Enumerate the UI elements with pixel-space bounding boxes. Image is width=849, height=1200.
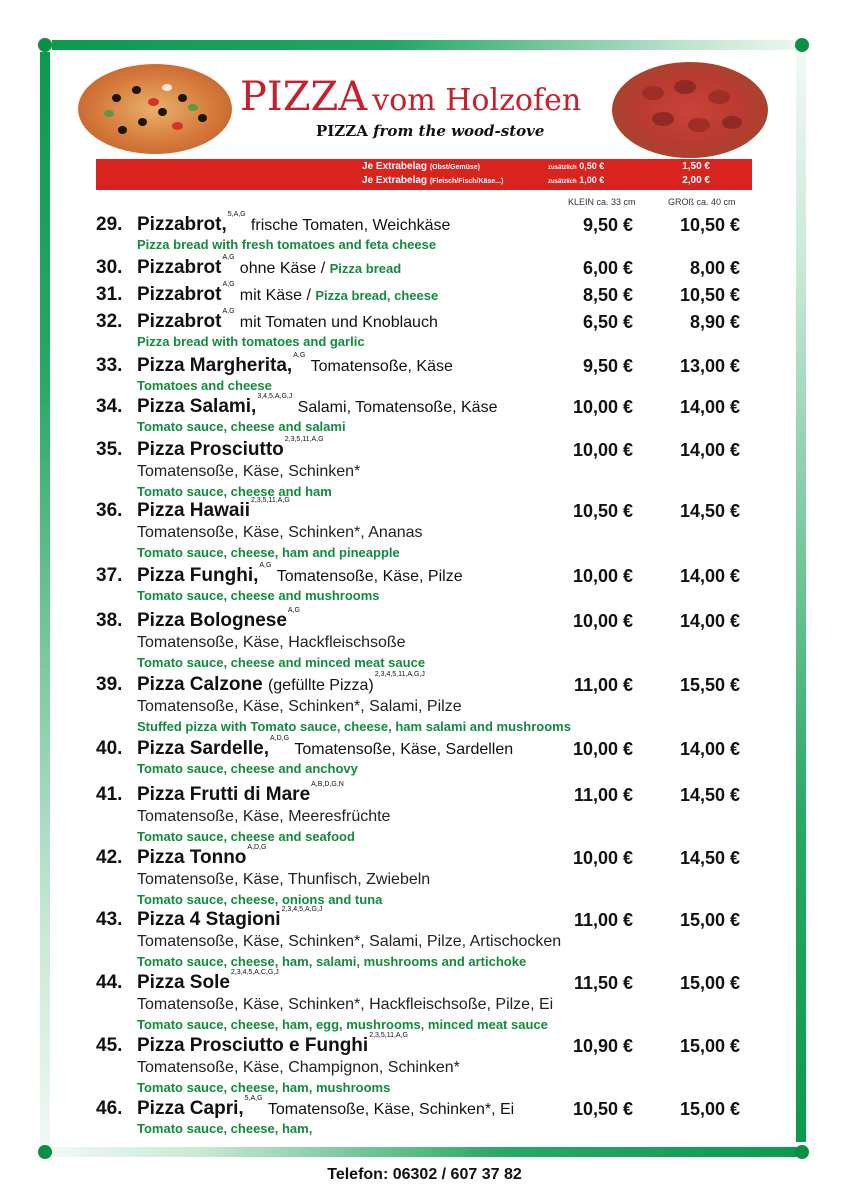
item-number: 31.: [96, 284, 123, 305]
item-name-line: [137, 844, 267, 869]
price-large: 15,50 €: [679, 675, 740, 695]
item-name-line: [137, 906, 323, 931]
item-description: Tomatensoße, Käse, Schinken*: [137, 463, 361, 480]
item-english: Stuffed pizza with Tomato sauce, cheese, ham salami and mushrooms: [137, 719, 571, 734]
price-large: 13,00 €: [679, 356, 740, 376]
extras-label: Je Extrabelag: [362, 161, 428, 172]
item-allergens: A,G: [287, 607, 300, 614]
item-english: Pizza bread, cheese: [315, 288, 439, 303]
item-number: 46.: [96, 1098, 123, 1119]
price-small: 10,90 €: [572, 1036, 633, 1056]
item-name: Pizza Bolognese: [137, 610, 287, 631]
item-name: Pizza Funghi,: [137, 565, 259, 586]
size-header-small: KLEIN ca. 33 cm: [568, 197, 636, 207]
item-description: Tomatensoße, Käse, Schinken*, Salami, Pilze, Artischocken: [137, 933, 562, 950]
extras-row: [96, 161, 752, 175]
price-small: 10,00 €: [572, 848, 633, 868]
item-english: Tomato sauce, cheese and minced meat sauce: [137, 655, 426, 670]
item-english: Tomato sauce, cheese, ham, salami, mushrooms and artichoke: [137, 954, 527, 969]
item-number: 29.: [96, 214, 123, 235]
menu-title: [240, 74, 610, 120]
item-allergens: A,G: [259, 562, 272, 569]
item-name: Pizza Prosciutto e Funghi: [137, 1035, 369, 1056]
item-allergens: A,D,G: [270, 735, 290, 742]
item-allergens: 2,3,5,11,A,G: [369, 1032, 408, 1039]
item-english: Tomato sauce, cheese and mushrooms: [137, 588, 380, 603]
item-number: 38.: [96, 610, 123, 631]
item-number: 30.: [96, 257, 123, 278]
item-name-line: [137, 781, 344, 806]
price-small: 6,00 €: [582, 258, 633, 278]
item-number: 33.: [96, 355, 123, 376]
extras-add-price: 1,00 €: [579, 175, 605, 185]
price-large: 15,00 €: [679, 1099, 740, 1119]
item-description: Tomatensoße, Käse, Sardellen: [294, 741, 514, 758]
item-english: Tomato sauce, cheese and seafood: [137, 829, 355, 844]
extras-label: Je Extrabelag: [362, 175, 428, 186]
item-english: Tomato sauce, cheese, onions and tuna: [137, 892, 383, 907]
item-english: Tomatoes and cheese: [137, 378, 272, 393]
item-description: Tomatensoße, Käse, Hackfleischsoße: [137, 634, 406, 651]
item-allergens: 5,A,G: [227, 211, 246, 218]
item-name: Pizza Capri,: [137, 1098, 244, 1119]
item-allergens: 3,4,5,A,G,J: [257, 393, 293, 400]
item-name-line: [137, 281, 439, 306]
item-name-line: [137, 969, 279, 994]
item-allergens: 2,3,5,11,A,G: [251, 497, 290, 504]
extras-add-prefix: zusätzlich: [548, 165, 577, 171]
price-small: 9,50 €: [582, 215, 633, 235]
item-description: Salami, Tomatensoße, Käse: [297, 399, 498, 416]
item-allergens: 2,3,4,5,11,A,G,J: [374, 671, 425, 678]
price-large: 8,90 €: [689, 312, 740, 332]
item-number: 42.: [96, 847, 123, 868]
price-small: 10,50 €: [572, 501, 633, 521]
price-small: 10,00 €: [572, 739, 633, 759]
item-number: 32.: [96, 311, 123, 332]
item-number: 43.: [96, 909, 123, 930]
price-large: 15,00 €: [679, 910, 740, 930]
subtitle-pizza: PIZZA: [316, 122, 368, 140]
price-small: 10,00 €: [572, 611, 633, 631]
price-large: 10,50 €: [679, 285, 740, 305]
price-large: 14,00 €: [679, 566, 740, 586]
frame-right-bar: [796, 52, 806, 1142]
price-small: 6,50 €: [582, 312, 633, 332]
item-allergens: A,G: [222, 281, 235, 288]
frame-top-bar: [52, 40, 800, 50]
price-small: 10,50 €: [572, 1099, 633, 1119]
price-large: 14,00 €: [679, 611, 740, 631]
item-description: Tomatensoße, Käse, Champignon, Schinken*: [137, 1059, 460, 1076]
price-large: 15,00 €: [679, 1036, 740, 1056]
item-name: Pizza Margherita,: [137, 355, 293, 376]
extras-add-prefix: zusätzlich: [548, 179, 577, 185]
item-allergens: 5,A,G: [244, 1095, 263, 1102]
item-allergens: 2,3,5,11,A,G: [284, 436, 324, 443]
frame-corner-dot: [795, 38, 809, 52]
price-small: 11,00 €: [573, 910, 633, 930]
item-name-line: [137, 393, 498, 418]
item-description: Tomatensoße, Käse, Schinken*, Salami, Pilze: [137, 698, 462, 715]
item-description: Tomatensoße, Käse: [310, 358, 453, 375]
extras-note: (Fleisch/Fisch/Käse...): [429, 178, 504, 185]
item-number: 41.: [96, 784, 123, 805]
item-name-line: [137, 211, 451, 236]
item-name: Pizza Frutti di Mare: [137, 784, 311, 805]
item-number: 44.: [96, 972, 123, 993]
extras-row: [96, 175, 752, 189]
item-english: Tomato sauce, cheese and ham: [137, 484, 332, 499]
item-name-line: [137, 735, 514, 760]
pizza-image-right: [612, 62, 768, 158]
price-small: 10,00 €: [572, 397, 633, 417]
item-name: Pizza Sole: [137, 972, 230, 993]
item-description: mit Käse /: [239, 287, 316, 304]
item-number: 36.: [96, 500, 123, 521]
item-english: Tomato sauce, cheese and salami: [137, 419, 346, 434]
title-pizza: PIZZA: [240, 74, 368, 120]
price-large: 14,50 €: [679, 785, 740, 805]
frame-corner-dot: [38, 38, 52, 52]
item-number: 37.: [96, 565, 123, 586]
item-allergens: A,D,G: [247, 844, 267, 851]
price-small: 9,50 €: [582, 356, 633, 376]
item-allergens: A,G: [293, 352, 306, 359]
price-small: 11,50 €: [573, 973, 633, 993]
frame-corner-dot: [795, 1145, 809, 1159]
item-english: Pizza bread with fresh tomatoes and feta cheese: [137, 237, 437, 252]
frame-corner-dot: [38, 1145, 52, 1159]
item-description: frische Tomaten, Weichkäse: [250, 217, 451, 234]
item-name-line: [137, 254, 402, 279]
item-name: Pizza 4 Stagioni: [137, 909, 281, 930]
item-description: Tomatensoße, Käse, Schinken*, Ei: [267, 1101, 515, 1118]
item-name: Pizzabrot: [137, 284, 222, 305]
item-description: Tomatensoße, Käse, Schinken*, Hackfleischsoße, Pilze, Ei: [137, 996, 554, 1013]
price-small: 10,00 €: [572, 566, 633, 586]
item-description: ohne Käse /: [239, 260, 330, 277]
item-english: Tomato sauce, cheese, ham, mushrooms: [137, 1080, 391, 1095]
price-large: 10,50 €: [679, 215, 740, 235]
price-small: 10,00 €: [572, 440, 633, 460]
item-name-line: [137, 308, 438, 333]
item-english: Tomato sauce, cheese, ham and pineapple: [137, 545, 400, 560]
extras-add-price: 0,50 €: [579, 161, 605, 171]
extras-price: 2,00 €: [682, 175, 710, 186]
item-name-line: [137, 671, 425, 696]
item-name-line: [137, 1032, 408, 1057]
item-description: mit Tomaten und Knoblauch: [239, 314, 438, 331]
item-name-line: [137, 436, 324, 461]
item-name: Pizza Hawaii: [137, 500, 250, 521]
item-number: 40.: [96, 738, 123, 759]
item-name-line: [137, 562, 463, 587]
menu-subtitle: [316, 122, 544, 140]
item-allergens: 2,3,4,5,A,G,J: [281, 906, 323, 913]
price-large: 14,00 €: [679, 739, 740, 759]
item-number: 34.: [96, 396, 123, 417]
item-description: Tomatensoße, Käse, Thunfisch, Zwiebeln: [137, 871, 431, 888]
price-large: 14,00 €: [679, 397, 740, 417]
item-name: Pizza Calzone: [137, 674, 263, 695]
item-english: Tomato sauce, cheese and anchovy: [137, 761, 358, 776]
item-number: 39.: [96, 674, 123, 695]
extras-banner: [96, 159, 752, 190]
price-large: 14,50 €: [679, 848, 740, 868]
item-name: Pizzabrot: [137, 311, 222, 332]
item-name: Pizza Salami,: [137, 396, 257, 417]
item-name-line: [137, 352, 453, 377]
item-english: Pizza bread with tomatoes and garlic: [137, 334, 365, 349]
item-allergens: A,B,D,G,N: [311, 781, 344, 788]
price-small: 8,50 €: [582, 285, 633, 305]
item-name: Pizza Prosciutto: [137, 439, 284, 460]
item-number: 35.: [96, 439, 123, 460]
price-large: 8,00 €: [689, 258, 740, 278]
item-description: Tomatensoße, Käse, Meeresfrüchte: [137, 808, 391, 825]
item-name: Pizza Tonno: [137, 847, 247, 868]
price-small: 11,00 €: [573, 785, 633, 805]
extras-note: (Obst/Gemüse): [429, 164, 481, 171]
item-english: Tomato sauce, cheese, ham, egg, mushrooms, minced meat sauce: [137, 1017, 548, 1032]
frame-bottom-bar: [52, 1147, 800, 1157]
item-allergens: A,G: [222, 308, 235, 315]
item-name-line: [137, 607, 300, 632]
item-english: Pizza bread: [329, 261, 402, 276]
price-small: 11,00 €: [573, 675, 633, 695]
item-name-line: [137, 1095, 515, 1120]
item-name: Pizzabrot,: [137, 214, 227, 235]
pizza-image-left: [78, 64, 232, 154]
item-description: Tomatensoße, Käse, Pilze: [276, 568, 463, 585]
phone-number: Telefon: 06302 / 607 37 82: [327, 1166, 522, 1183]
frame-left-bar: [40, 52, 50, 1148]
item-allergens: 2,3,4,5,A,C,G,J: [230, 969, 279, 976]
item-name-line: [137, 497, 290, 522]
size-header-large: GROß ca. 40 cm: [668, 197, 736, 207]
title-vom-holzofen: vom Holzofen: [372, 83, 582, 118]
item-description: Tomatensoße, Käse, Schinken*, Ananas: [137, 524, 423, 541]
item-number: 45.: [96, 1035, 123, 1056]
price-large: 14,50 €: [679, 501, 740, 521]
item-name: Pizzabrot: [137, 257, 222, 278]
item-english: Tomato sauce, cheese, ham,: [137, 1121, 313, 1136]
subtitle-wood-stove: from the wood-stove: [373, 122, 545, 140]
item-name-note: (gefüllte Pizza): [267, 677, 374, 694]
price-large: 14,00 €: [679, 440, 740, 460]
extras-price: 1,50 €: [682, 161, 710, 172]
price-large: 15,00 €: [679, 973, 740, 993]
item-allergens: A,G: [222, 254, 235, 261]
item-name: Pizza Sardelle,: [137, 738, 270, 759]
